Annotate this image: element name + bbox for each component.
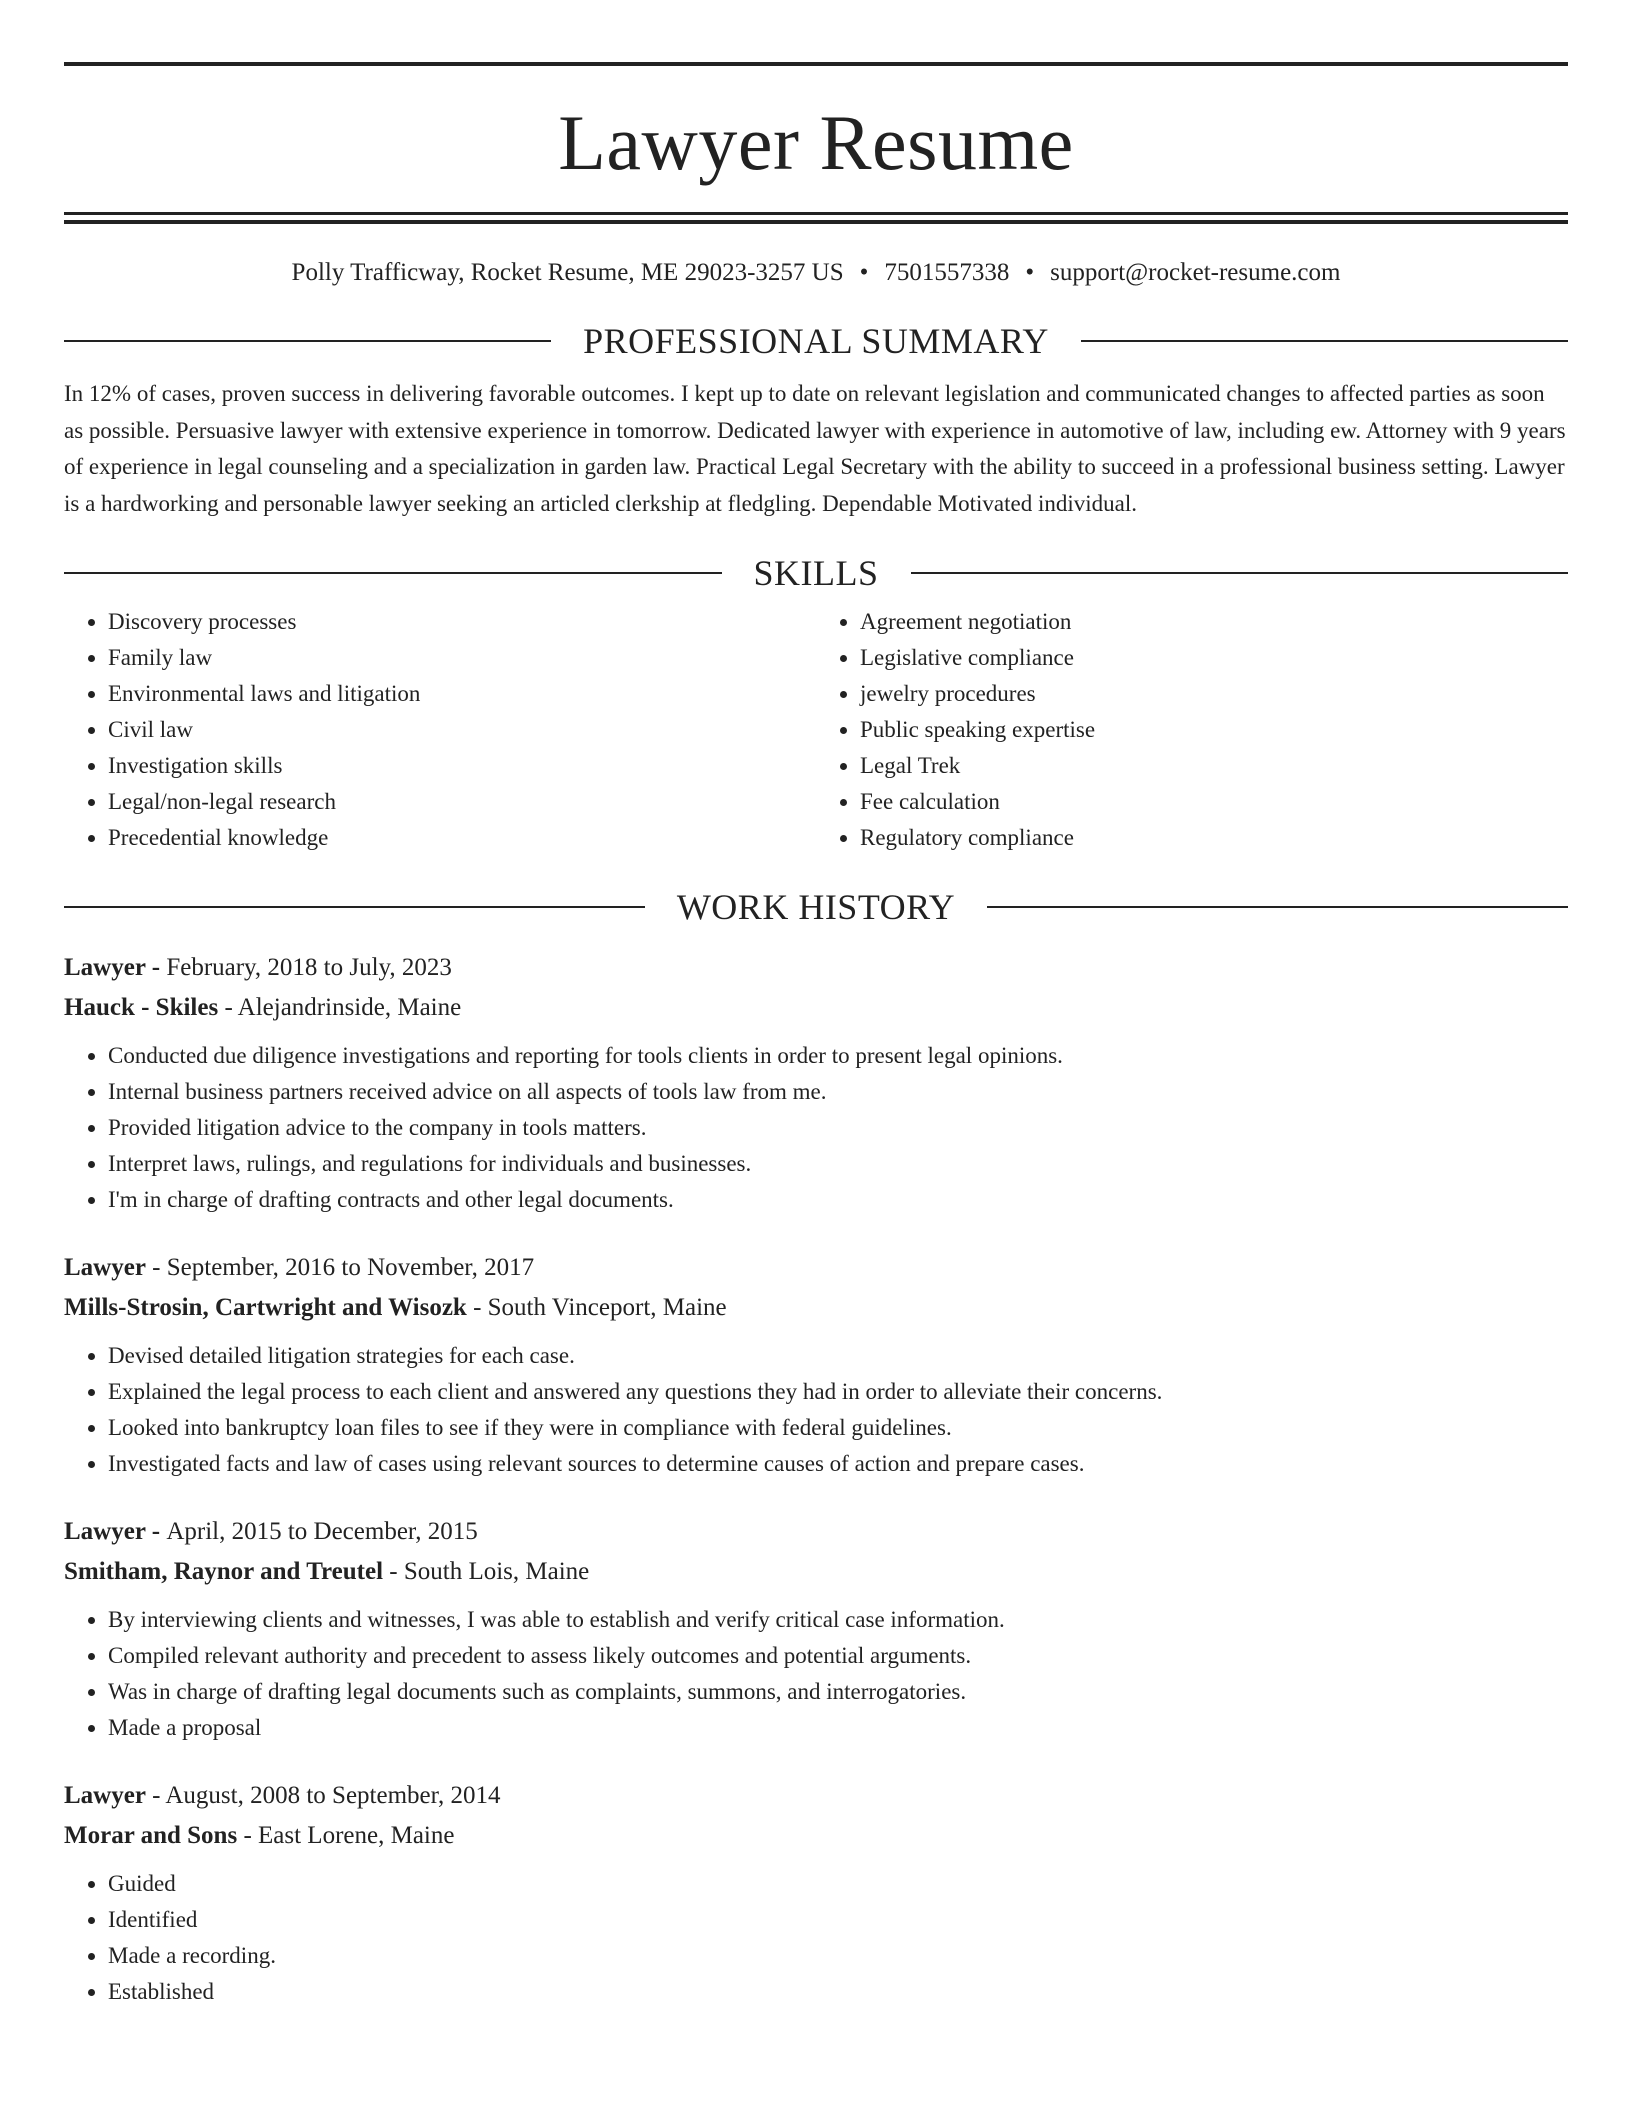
work-heading	[64, 886, 1568, 928]
skill-item: • Discovery processes	[108, 604, 816, 640]
skill-item: • Legal Trek	[860, 748, 1568, 784]
heading-rule-right	[1081, 340, 1568, 342]
skill-item: • jewelry procedures	[860, 676, 1568, 712]
job-bullet: • Made a proposal	[108, 1710, 1568, 1746]
skill-item: • Fee calculation	[860, 784, 1568, 820]
job-dates: September, 2016 to November, 2017	[166, 1254, 535, 1281]
skill-item: • Precedential knowledge	[108, 820, 816, 856]
job-bullet: • Established	[108, 1974, 1568, 2010]
job-dates: February, 2018 to July, 2023	[166, 954, 452, 981]
job-title: Lawyer	[64, 1254, 146, 1281]
job-dates: April, 2015 to December, 2015	[166, 1518, 478, 1545]
job-company: Morar and Sons	[64, 1822, 238, 1849]
contact-phone: 7501557338	[884, 259, 1010, 286]
skill-item: • Legislative compliance	[860, 640, 1568, 676]
job-bullet: • Devised detailed litigation strategies for each case.	[108, 1338, 1568, 1374]
job-company: Hauck - Skiles	[64, 994, 219, 1021]
job-bullets	[64, 1866, 1568, 2010]
job-bullet: • Was in charge of drafting legal documents such as complaints, summons, and interrogatories.	[108, 1674, 1568, 1710]
job-title-line: Lawyer - August, 2008 to September, 2014	[64, 1782, 501, 1809]
job-company: Smitham, Raynor and Treutel	[64, 1558, 384, 1585]
job-title-line: Lawyer - April, 2015 to December, 2015	[64, 1518, 478, 1545]
contact-line	[64, 256, 1568, 290]
job-company-line: Hauck - Skiles - Alejandrinside, Maine	[64, 994, 462, 1021]
contact-address: Polly Trafficway, Rocket Resume, ME 29023-3257 US	[291, 259, 844, 286]
job-bullets	[64, 1602, 1568, 1746]
heading-rule-left	[64, 572, 722, 574]
skill-item: • Regulatory compliance	[860, 820, 1568, 856]
document-title: Lawyer Resume	[558, 99, 1074, 186]
job-company: Mills-Strosin, Cartwright and Wisozk	[64, 1294, 467, 1321]
job-bullet: • Interpret laws, rulings, and regulations for individuals and businesses.	[108, 1146, 1568, 1182]
job-entry	[64, 948, 1568, 1218]
skill-item: • Agreement negotiation	[860, 604, 1568, 640]
job-bullet: • Internal business partners received advice on all aspects of tools law from me.	[108, 1074, 1568, 1110]
work-heading-label: WORK HISTORY	[676, 887, 956, 927]
job-entry	[64, 1512, 1568, 1746]
job-bullet: • Guided	[108, 1866, 1568, 1902]
job-bullet: • Identified	[108, 1902, 1568, 1938]
skill-item: • Family law	[108, 640, 816, 676]
job-bullets	[64, 1338, 1568, 1482]
job-company-line: Smitham, Raynor and Treutel - South Lois, Maine	[64, 1558, 590, 1585]
contact-separator: •	[859, 259, 869, 286]
job-entry	[64, 1776, 1568, 2010]
job-title: Lawyer	[64, 1518, 146, 1545]
job-bullet: • Investigated facts and law of cases using relevant sources to determine causes of action and prepare cases.	[108, 1446, 1568, 1482]
job-location: South Vinceport, Maine	[487, 1294, 727, 1321]
job-bullets	[64, 1038, 1568, 1218]
job-bullet: • Provided litigation advice to the company in tools matters.	[108, 1110, 1568, 1146]
skill-item: • Legal/non-legal research	[108, 784, 816, 820]
job-bullet: • By interviewing clients and witnesses, I was able to establish and verify critical case information.	[108, 1602, 1568, 1638]
contact-email: support@rocket-resume.com	[1050, 259, 1341, 286]
skills-heading	[64, 552, 1568, 594]
heading-rule-right	[987, 906, 1568, 908]
skill-item: • Public speaking expertise	[860, 712, 1568, 748]
job-dates: August, 2008 to September, 2014	[165, 1782, 501, 1809]
heading-rule-left	[64, 340, 551, 342]
skills-heading-label: SKILLS	[753, 553, 879, 593]
top-rule	[64, 62, 1568, 66]
skills-list	[64, 604, 1568, 856]
job-location: South Lois, Maine	[403, 1558, 590, 1585]
job-location: Alejandrinside, Maine	[237, 994, 462, 1021]
job-company-line: Mills-Strosin, Cartwright and Wisozk - South Vinceport, Maine	[64, 1294, 727, 1321]
summary-heading-label: PROFESSIONAL SUMMARY	[583, 321, 1049, 361]
job-title: Lawyer	[64, 954, 146, 981]
job-title-line: Lawyer - September, 2016 to November, 2017	[64, 1254, 535, 1281]
job-title-line: Lawyer - February, 2018 to July, 2023	[64, 954, 452, 981]
job-location: East Lorene, Maine	[258, 1822, 455, 1849]
job-bullet: • Made a recording.	[108, 1938, 1568, 1974]
skills-column-right	[816, 604, 1568, 856]
job-bullet: • Conducted due diligence investigations and reporting for tools clients in order to present legal opinions.	[108, 1038, 1568, 1074]
skills-column-left	[64, 604, 816, 856]
job-bullet: • Looked into bankruptcy loan files to see if they were in compliance with federal guidelines.	[108, 1410, 1568, 1446]
heading-rule-right	[911, 572, 1569, 574]
skill-item: • Environmental laws and litigation	[108, 676, 816, 712]
job-company-line: Morar and Sons - East Lorene, Maine	[64, 1822, 455, 1849]
job-title: Lawyer	[64, 1782, 146, 1809]
contact-separator: •	[1025, 259, 1035, 286]
summary-text: In 12% of cases, proven success in delivering favorable outcomes. I kept up to date on relevant legislation and communicated changes to affected parties as soon as possible. Persuasive lawyer with extensive experience in tomorrow. Dedicated lawyer with experience in automotive of law, including ew. Attorney with 9 years of experience in legal counseling and a specialization in garden law. Practical Legal Secretary with the ability to succeed in a professional business setting. Lawyer is a hardworking and personable lawyer seeking an articled clerkship at fledgling. Dependable Motivated individual.	[64, 381, 1566, 516]
skill-item: • Civil law	[108, 712, 816, 748]
summary-heading	[64, 320, 1568, 362]
job-bullet: • Explained the legal process to each client and answered any questions they had in order to alleviate their concerns.	[108, 1374, 1568, 1410]
heading-rule-left	[64, 906, 645, 908]
title-double-rule	[64, 212, 1568, 224]
skill-item: • Investigation skills	[108, 748, 816, 784]
job-entry	[64, 1248, 1568, 1482]
job-bullet: • I'm in charge of drafting contracts and other legal documents.	[108, 1182, 1568, 1218]
job-bullet: • Compiled relevant authority and precedent to assess likely outcomes and potential arguments.	[108, 1638, 1568, 1674]
